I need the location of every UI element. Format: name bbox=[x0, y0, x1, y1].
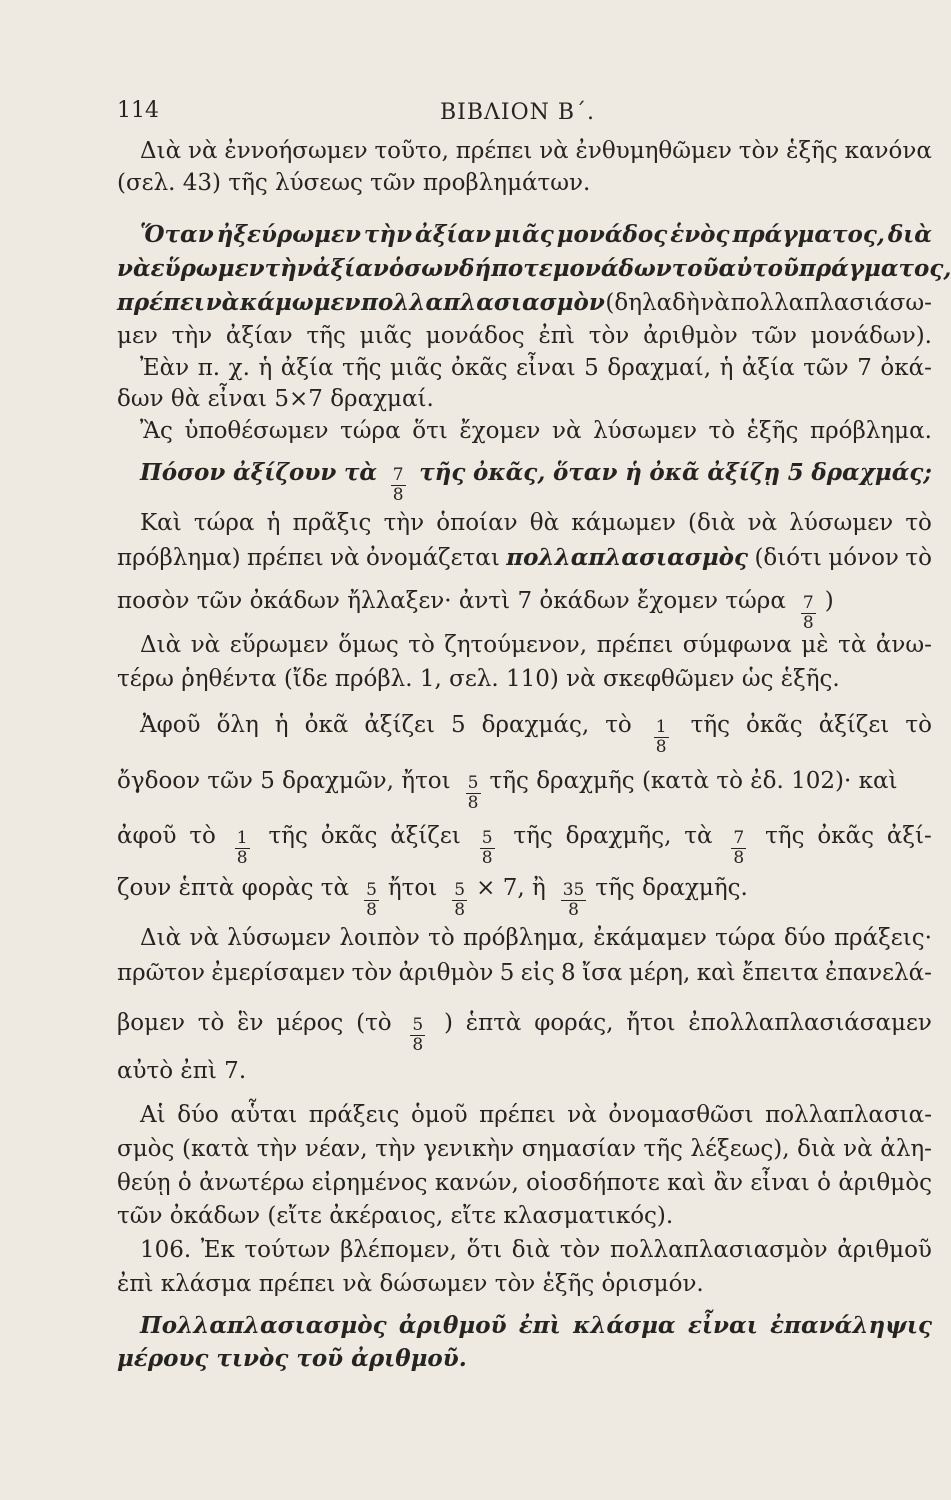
word: ἀξίαν bbox=[225, 323, 293, 349]
running-header bbox=[0, 98, 933, 132]
fraction-denominator: 8 bbox=[655, 737, 667, 757]
word: τὰ bbox=[684, 823, 713, 849]
word: λύσωμεν bbox=[789, 510, 894, 536]
word: πρῶτον bbox=[117, 960, 205, 986]
word: τῆς bbox=[268, 823, 308, 849]
text-line bbox=[117, 136, 932, 166]
word: 8 bbox=[561, 960, 576, 986]
word: Διὰ bbox=[140, 632, 182, 658]
fraction-denominator: 8 bbox=[412, 1035, 424, 1055]
text-line bbox=[117, 664, 932, 694]
word: ὁ bbox=[817, 1170, 831, 1196]
word: νὰ bbox=[747, 510, 778, 536]
text-line bbox=[117, 821, 932, 868]
text-segment: ποσὸν τῶν ὀκάδων ἤλλαξεν· ἀντὶ 7 ὀκάδων ἔχομεν τώρα bbox=[117, 588, 786, 614]
word: ἀξίζει bbox=[390, 823, 461, 849]
word: δραχμάς, bbox=[481, 712, 590, 738]
text-line bbox=[117, 630, 932, 660]
word: τῆς bbox=[306, 323, 346, 349]
word: ὅτι bbox=[412, 418, 448, 444]
text-segment: τῆς δραχμῆς. bbox=[595, 875, 748, 901]
word: (κατὰ bbox=[182, 1136, 250, 1162]
word: ἀξίζει bbox=[818, 712, 890, 738]
word: εἰρημένος bbox=[311, 1170, 428, 1196]
word: ὀκᾶς bbox=[450, 355, 508, 381]
text-line bbox=[117, 1311, 932, 1341]
word: μιᾶς bbox=[359, 323, 412, 349]
word: Ἐὰν bbox=[140, 355, 190, 381]
word: νὰ bbox=[117, 255, 151, 282]
word: (διότι bbox=[754, 545, 822, 571]
word: 5 bbox=[451, 712, 466, 738]
word: Διὰ bbox=[140, 138, 182, 164]
word: γενικὴν bbox=[423, 1136, 515, 1162]
fraction-numerator: 5 bbox=[481, 828, 493, 848]
word: λύσωμεν bbox=[593, 418, 697, 444]
word: (τὸ bbox=[356, 1010, 392, 1036]
word: ἑπτὰ bbox=[465, 1010, 522, 1036]
text-segment: τῶν ὀκάδων (εἴτε ἀκέραιος, εἴτε κλασματικός). bbox=[117, 1203, 674, 1229]
word: ὀνομασθῶσι bbox=[608, 1102, 754, 1128]
word: τὴν bbox=[171, 323, 213, 349]
word: ἴσα bbox=[582, 960, 623, 986]
word: ὅμως bbox=[338, 632, 399, 658]
word: τὸν bbox=[559, 1237, 601, 1263]
fraction bbox=[364, 881, 379, 920]
word: τῆς bbox=[690, 712, 731, 738]
word: ἤτοι bbox=[626, 1010, 676, 1036]
fraction-denominator: 8 bbox=[467, 793, 479, 813]
word: τὴν bbox=[375, 1136, 416, 1162]
word: ὀκά- bbox=[880, 355, 932, 381]
word: πρέπει bbox=[247, 545, 324, 571]
fraction-denominator: 8 bbox=[454, 900, 466, 920]
word: ὁ bbox=[177, 1170, 192, 1196]
word: μέρη, bbox=[628, 960, 691, 986]
word: ἐπανάληψις bbox=[770, 1312, 932, 1339]
fraction-numerator: 7 bbox=[802, 593, 814, 613]
word: τῶν bbox=[751, 323, 798, 349]
fraction-denominator: 8 bbox=[366, 900, 377, 920]
text-segment: ἐπὶ κλάσμα πρέπει νὰ δώσωμεν τὸν ἑξῆς ὁρισμόν. bbox=[117, 1271, 704, 1297]
text-line bbox=[117, 923, 932, 953]
word: Αἱ bbox=[140, 1102, 166, 1128]
word: πρέπει bbox=[117, 289, 206, 316]
fraction bbox=[480, 829, 495, 868]
word: ἔχομεν bbox=[459, 418, 541, 444]
text-line bbox=[117, 1134, 932, 1164]
word: ἐννοήσωμεν bbox=[224, 138, 368, 164]
word: νὰ bbox=[189, 925, 219, 951]
word: μονάδων). bbox=[810, 323, 932, 349]
word: οἱοσδήποτε bbox=[526, 1170, 660, 1196]
word: πρόβλημα. bbox=[809, 418, 932, 444]
word: Ὅταν bbox=[140, 221, 214, 248]
word: ἀλη- bbox=[880, 1136, 932, 1162]
word: τὰ bbox=[838, 632, 867, 658]
fraction-denominator: 8 bbox=[236, 848, 248, 868]
word: ἠξεύρωμεν bbox=[216, 221, 361, 248]
word: ἑξῆς bbox=[746, 418, 799, 444]
text-segment: (σελ. 43) τῆς λύσεως τῶν προβλημάτων. bbox=[117, 170, 591, 196]
word: ἐπανελά- bbox=[825, 960, 932, 986]
word: Πόσον bbox=[140, 459, 226, 486]
text-segment: τῆς δραχμῆς (κατὰ τὸ ἐδ. 102)· καὶ bbox=[489, 768, 898, 794]
word: εἶναι bbox=[750, 1170, 810, 1196]
word: κάμωμεν bbox=[571, 510, 676, 536]
text-line bbox=[117, 458, 932, 505]
word: λύσωμεν bbox=[227, 925, 332, 951]
word: 5 bbox=[584, 355, 599, 381]
word: μονάδος bbox=[556, 221, 668, 248]
word: πρέπει bbox=[455, 138, 533, 164]
word: τῆς bbox=[342, 355, 382, 381]
word: διὰ bbox=[797, 1136, 836, 1162]
word: 5 bbox=[787, 459, 804, 486]
fraction bbox=[452, 881, 467, 920]
word: Ἂς bbox=[140, 418, 173, 444]
text-line bbox=[117, 1269, 932, 1299]
text-line bbox=[117, 168, 932, 198]
word: ἀξία bbox=[741, 355, 795, 381]
word: ἡ bbox=[719, 355, 734, 381]
word: ἀριθμὸν bbox=[398, 960, 494, 986]
word: ἀξίζουν bbox=[232, 459, 337, 486]
text-line bbox=[117, 543, 932, 573]
word: εὕρωμεν bbox=[229, 632, 329, 658]
word: σύμφωνα bbox=[682, 632, 792, 658]
text-line bbox=[117, 321, 932, 351]
word: εἰς bbox=[520, 960, 555, 986]
word: ἑνὸς bbox=[670, 221, 730, 248]
text-line bbox=[117, 220, 932, 250]
word: ὅτι bbox=[466, 1237, 503, 1263]
word: τώρα bbox=[715, 925, 776, 951]
word: ἀριθμὸς bbox=[838, 1170, 932, 1196]
fraction-numerator: 5 bbox=[454, 880, 466, 900]
word: ἀξί- bbox=[886, 823, 932, 849]
word: τὴν bbox=[256, 1136, 298, 1162]
word: ἐκάμαμεν bbox=[593, 925, 707, 951]
word: μιᾶς bbox=[390, 355, 443, 381]
word: τοῦτο, bbox=[374, 138, 449, 164]
text-line bbox=[117, 1100, 932, 1130]
text-segment: τέρω ῥηθέντα (ἴδε πρόβλ. 1, σελ. 110) νὰ σκεφθῶμεν ὡς ἑξῆς. bbox=[117, 666, 840, 692]
text-line bbox=[117, 710, 932, 757]
word: πολλαπλασια- bbox=[765, 1102, 932, 1128]
word: δραχμαί, bbox=[607, 355, 712, 381]
word: πρόβλημα, bbox=[463, 925, 585, 951]
text-line bbox=[117, 1201, 932, 1231]
word: ἔπειτα bbox=[742, 960, 819, 986]
fraction bbox=[801, 594, 816, 633]
word: ἡ bbox=[625, 459, 642, 486]
word: λοιπὸν bbox=[339, 925, 420, 951]
word: τὸ bbox=[189, 823, 216, 849]
text-line bbox=[117, 873, 932, 920]
word: Καὶ bbox=[140, 510, 182, 536]
text-line bbox=[117, 586, 932, 633]
word: 5 bbox=[499, 960, 515, 986]
text-line bbox=[117, 1008, 932, 1055]
word: νὰ bbox=[700, 290, 730, 316]
word: πράξεις· bbox=[833, 925, 932, 951]
text-segment: αὐτὸ ἐπὶ 7. bbox=[117, 1058, 247, 1084]
text-segment: ἤτοι bbox=[387, 875, 438, 901]
word: ἐπὶ bbox=[518, 1312, 561, 1339]
word: ὅλη bbox=[216, 712, 259, 738]
word: μεν bbox=[117, 323, 158, 349]
fraction-denominator: 8 bbox=[392, 485, 404, 505]
word: ἐπὶ bbox=[538, 323, 575, 349]
word: πολλαπλασιασμὸν bbox=[361, 289, 605, 316]
book-title: ΒΙΒΛΙΟΝ Β΄. bbox=[440, 100, 596, 125]
text-line bbox=[117, 508, 932, 538]
word: ὀνομάζεται bbox=[366, 545, 500, 571]
word: βομεν bbox=[117, 1010, 185, 1036]
word: τὸν bbox=[738, 138, 780, 164]
word: θεύῃ bbox=[117, 1170, 171, 1196]
text-segment: ὄγδοον τῶν 5 δραχμῶν, ἤτοι bbox=[117, 768, 451, 794]
fraction bbox=[410, 1016, 425, 1055]
word: ἡ bbox=[258, 355, 273, 381]
word: τοῦ bbox=[671, 255, 719, 282]
text-line bbox=[117, 958, 932, 988]
text-line bbox=[117, 1168, 932, 1198]
word: ὑποθέσωμεν bbox=[184, 418, 329, 444]
word: ἀξίαν bbox=[415, 221, 492, 248]
word: ἀνω- bbox=[875, 632, 932, 658]
text-line bbox=[117, 416, 932, 446]
word: ἓν bbox=[237, 1010, 264, 1036]
fraction-numerator: 1 bbox=[655, 717, 667, 737]
word: τὸν bbox=[351, 960, 393, 986]
word: ἀξία bbox=[280, 355, 334, 381]
fraction-numerator: 1 bbox=[236, 828, 248, 848]
text-line bbox=[117, 254, 951, 284]
word: διὰ bbox=[511, 1237, 551, 1263]
word: νὰ bbox=[188, 138, 218, 164]
word: πρέπει bbox=[479, 1102, 556, 1128]
word: θὰ bbox=[529, 510, 560, 536]
fraction-denominator: 8 bbox=[733, 848, 745, 868]
fraction-numerator: 5 bbox=[467, 773, 479, 793]
word: ἐπολλαπλασιάσαμεν bbox=[688, 1010, 932, 1036]
word: ὁσωνδήποτε bbox=[388, 255, 553, 282]
fraction bbox=[391, 466, 406, 505]
word: Ἀφοῦ bbox=[140, 712, 201, 738]
word: τὸ bbox=[905, 712, 932, 738]
text-segment: × 7, ἢ bbox=[476, 875, 546, 901]
fraction-numerator: 7 bbox=[392, 465, 404, 485]
fraction-numerator: 5 bbox=[366, 880, 377, 900]
word: ἀνωτέρω bbox=[199, 1170, 305, 1196]
word: Πολλαπλασιασμὸς bbox=[140, 1312, 387, 1339]
word: αὗται bbox=[230, 1102, 298, 1128]
word: σμὸς bbox=[117, 1136, 175, 1162]
word: εὕρωμεν bbox=[150, 255, 265, 282]
word: σημασίαν bbox=[521, 1136, 636, 1162]
word: ὅταν bbox=[552, 459, 618, 486]
word: ὀκᾶς, bbox=[473, 459, 546, 486]
word: νὰ bbox=[330, 545, 360, 571]
text-segment: δων θὰ εἶναι 5×7 δραχμαί. bbox=[117, 386, 434, 412]
word: νὰ bbox=[551, 418, 582, 444]
fraction bbox=[654, 718, 669, 757]
word: ὁποίαν bbox=[436, 510, 518, 536]
word: ζητούμενον, bbox=[444, 632, 588, 658]
word: καὶ bbox=[696, 960, 736, 986]
word: λέξεως), bbox=[690, 1136, 790, 1162]
word: 106. bbox=[140, 1237, 192, 1263]
word: κανών, bbox=[434, 1170, 519, 1196]
word: ὀκᾶ bbox=[304, 712, 349, 738]
word: πρᾶξις bbox=[292, 510, 372, 536]
word: ἐμερίσαμεν bbox=[211, 960, 346, 986]
word: κλάσμα bbox=[573, 1312, 676, 1339]
word: τῶν bbox=[803, 355, 849, 381]
word: ἀφοῦ bbox=[117, 823, 177, 849]
word: ) bbox=[444, 1010, 453, 1036]
word: πρόβλημα) bbox=[117, 545, 241, 571]
word: καὶ bbox=[667, 1170, 707, 1196]
fraction-numerator: 7 bbox=[733, 828, 745, 848]
word: δραχμάς; bbox=[811, 459, 932, 486]
word: ὁμοῦ bbox=[410, 1102, 468, 1128]
word: τῆς bbox=[643, 1136, 683, 1162]
word: πολλαπλασιάσω- bbox=[730, 290, 932, 316]
text-line bbox=[117, 1056, 932, 1086]
word: πολλαπλασιασμὸς bbox=[506, 544, 748, 571]
word: τούτων bbox=[244, 1237, 331, 1263]
fraction-numerator: 35 bbox=[562, 880, 585, 900]
fraction bbox=[731, 829, 746, 868]
word: μέρος bbox=[276, 1010, 344, 1036]
fraction-denominator: 8 bbox=[568, 900, 579, 920]
word: τὴν bbox=[363, 221, 413, 248]
word: τὸν bbox=[588, 323, 630, 349]
word: ἑξῆς bbox=[786, 138, 838, 164]
fraction bbox=[561, 881, 587, 920]
word: μιᾶς bbox=[494, 221, 554, 248]
word: τὰ bbox=[343, 459, 378, 486]
text-line bbox=[117, 766, 932, 813]
word: τὸ bbox=[197, 1010, 225, 1036]
word: δύο bbox=[783, 925, 826, 951]
word: ὀκᾶς bbox=[817, 823, 874, 849]
word: μὲ bbox=[801, 632, 829, 658]
emphasis-text: μέρους τινὸς τοῦ ἀριθμοῦ. bbox=[117, 1345, 467, 1372]
word: ὀκᾶ bbox=[649, 459, 700, 486]
word: μονάδος bbox=[425, 323, 525, 349]
word: ἐνθυμηθῶμεν bbox=[575, 138, 732, 164]
word: (δηλαδὴ bbox=[605, 290, 700, 316]
text-line bbox=[117, 353, 932, 383]
word: ὀκᾶς bbox=[746, 712, 803, 738]
fraction-numerator: 5 bbox=[412, 1015, 424, 1035]
word: (διὰ bbox=[688, 510, 736, 536]
word: νέαν, bbox=[304, 1136, 368, 1162]
fraction bbox=[466, 774, 481, 813]
word: εἶναι bbox=[687, 1312, 758, 1339]
word: νὰ bbox=[567, 1102, 597, 1128]
word: τὸ bbox=[408, 632, 435, 658]
word: π. bbox=[197, 355, 221, 381]
word: νὰ bbox=[205, 289, 240, 316]
word: κανόνα bbox=[844, 138, 932, 164]
word: τὸ bbox=[428, 925, 455, 951]
word: ἀξίζῃ bbox=[707, 459, 781, 486]
page-number: 114 bbox=[117, 98, 159, 123]
text-segment: ζουν ἑπτὰ φορὰς τὰ bbox=[117, 875, 350, 901]
word: Ἐκ bbox=[200, 1237, 235, 1263]
text-line bbox=[117, 288, 932, 318]
word: νὰ bbox=[190, 632, 221, 658]
word: τὸ bbox=[605, 712, 632, 738]
word: εἶναι bbox=[516, 355, 576, 381]
word: βλέπομεν, bbox=[340, 1237, 457, 1263]
word: ἀριθμοῦ bbox=[837, 1237, 932, 1263]
word: πρέπει bbox=[596, 632, 674, 658]
word: μόνον bbox=[828, 545, 899, 571]
word: τῆς bbox=[765, 823, 805, 849]
fraction-denominator: 8 bbox=[802, 613, 814, 633]
word: Διὰ bbox=[140, 925, 182, 951]
word: τὸ bbox=[905, 510, 932, 536]
word: αὐτοῦ bbox=[718, 255, 799, 282]
fraction-denominator: 8 bbox=[481, 848, 493, 868]
word: κάμωμεν bbox=[240, 289, 361, 316]
word: τὴν bbox=[264, 255, 313, 282]
word: ἡ bbox=[266, 510, 281, 536]
word: δύο bbox=[177, 1102, 219, 1128]
word: ἡ bbox=[274, 712, 289, 738]
word: πολλαπλασιασμὸν bbox=[609, 1237, 828, 1263]
word: χ. bbox=[228, 355, 250, 381]
text-line bbox=[117, 1235, 932, 1265]
word: μονάδων bbox=[552, 255, 672, 282]
word: 7 bbox=[857, 355, 872, 381]
word: διὰ bbox=[887, 221, 932, 248]
word: τώρα bbox=[193, 510, 255, 536]
word: δραχμῆς, bbox=[565, 823, 672, 849]
word: τῆς bbox=[513, 823, 553, 849]
word: πράγματος, bbox=[798, 255, 951, 282]
word: ἀξίαν bbox=[312, 255, 389, 282]
word: τὴν bbox=[383, 510, 425, 536]
word: ἂν bbox=[713, 1170, 743, 1196]
text-segment: ) bbox=[824, 588, 834, 614]
fraction bbox=[235, 829, 250, 868]
word: νὰ bbox=[539, 138, 569, 164]
word: νὰ bbox=[843, 1136, 873, 1162]
word: πράξεις bbox=[308, 1102, 400, 1128]
word: ὀκᾶς bbox=[320, 823, 378, 849]
word: ἀριθμοῦ bbox=[398, 1312, 507, 1339]
word: τῆς bbox=[419, 459, 466, 486]
word: ἀξίζει bbox=[364, 712, 435, 738]
word: πράγματος, bbox=[732, 221, 885, 248]
word: τὸ bbox=[708, 418, 736, 444]
word: τὸ bbox=[905, 545, 932, 571]
word: τώρα bbox=[340, 418, 401, 444]
text-line bbox=[117, 1344, 932, 1374]
text-line bbox=[117, 384, 932, 414]
word: ἀριθμὸν bbox=[643, 323, 738, 349]
word: φοράς, bbox=[534, 1010, 614, 1036]
